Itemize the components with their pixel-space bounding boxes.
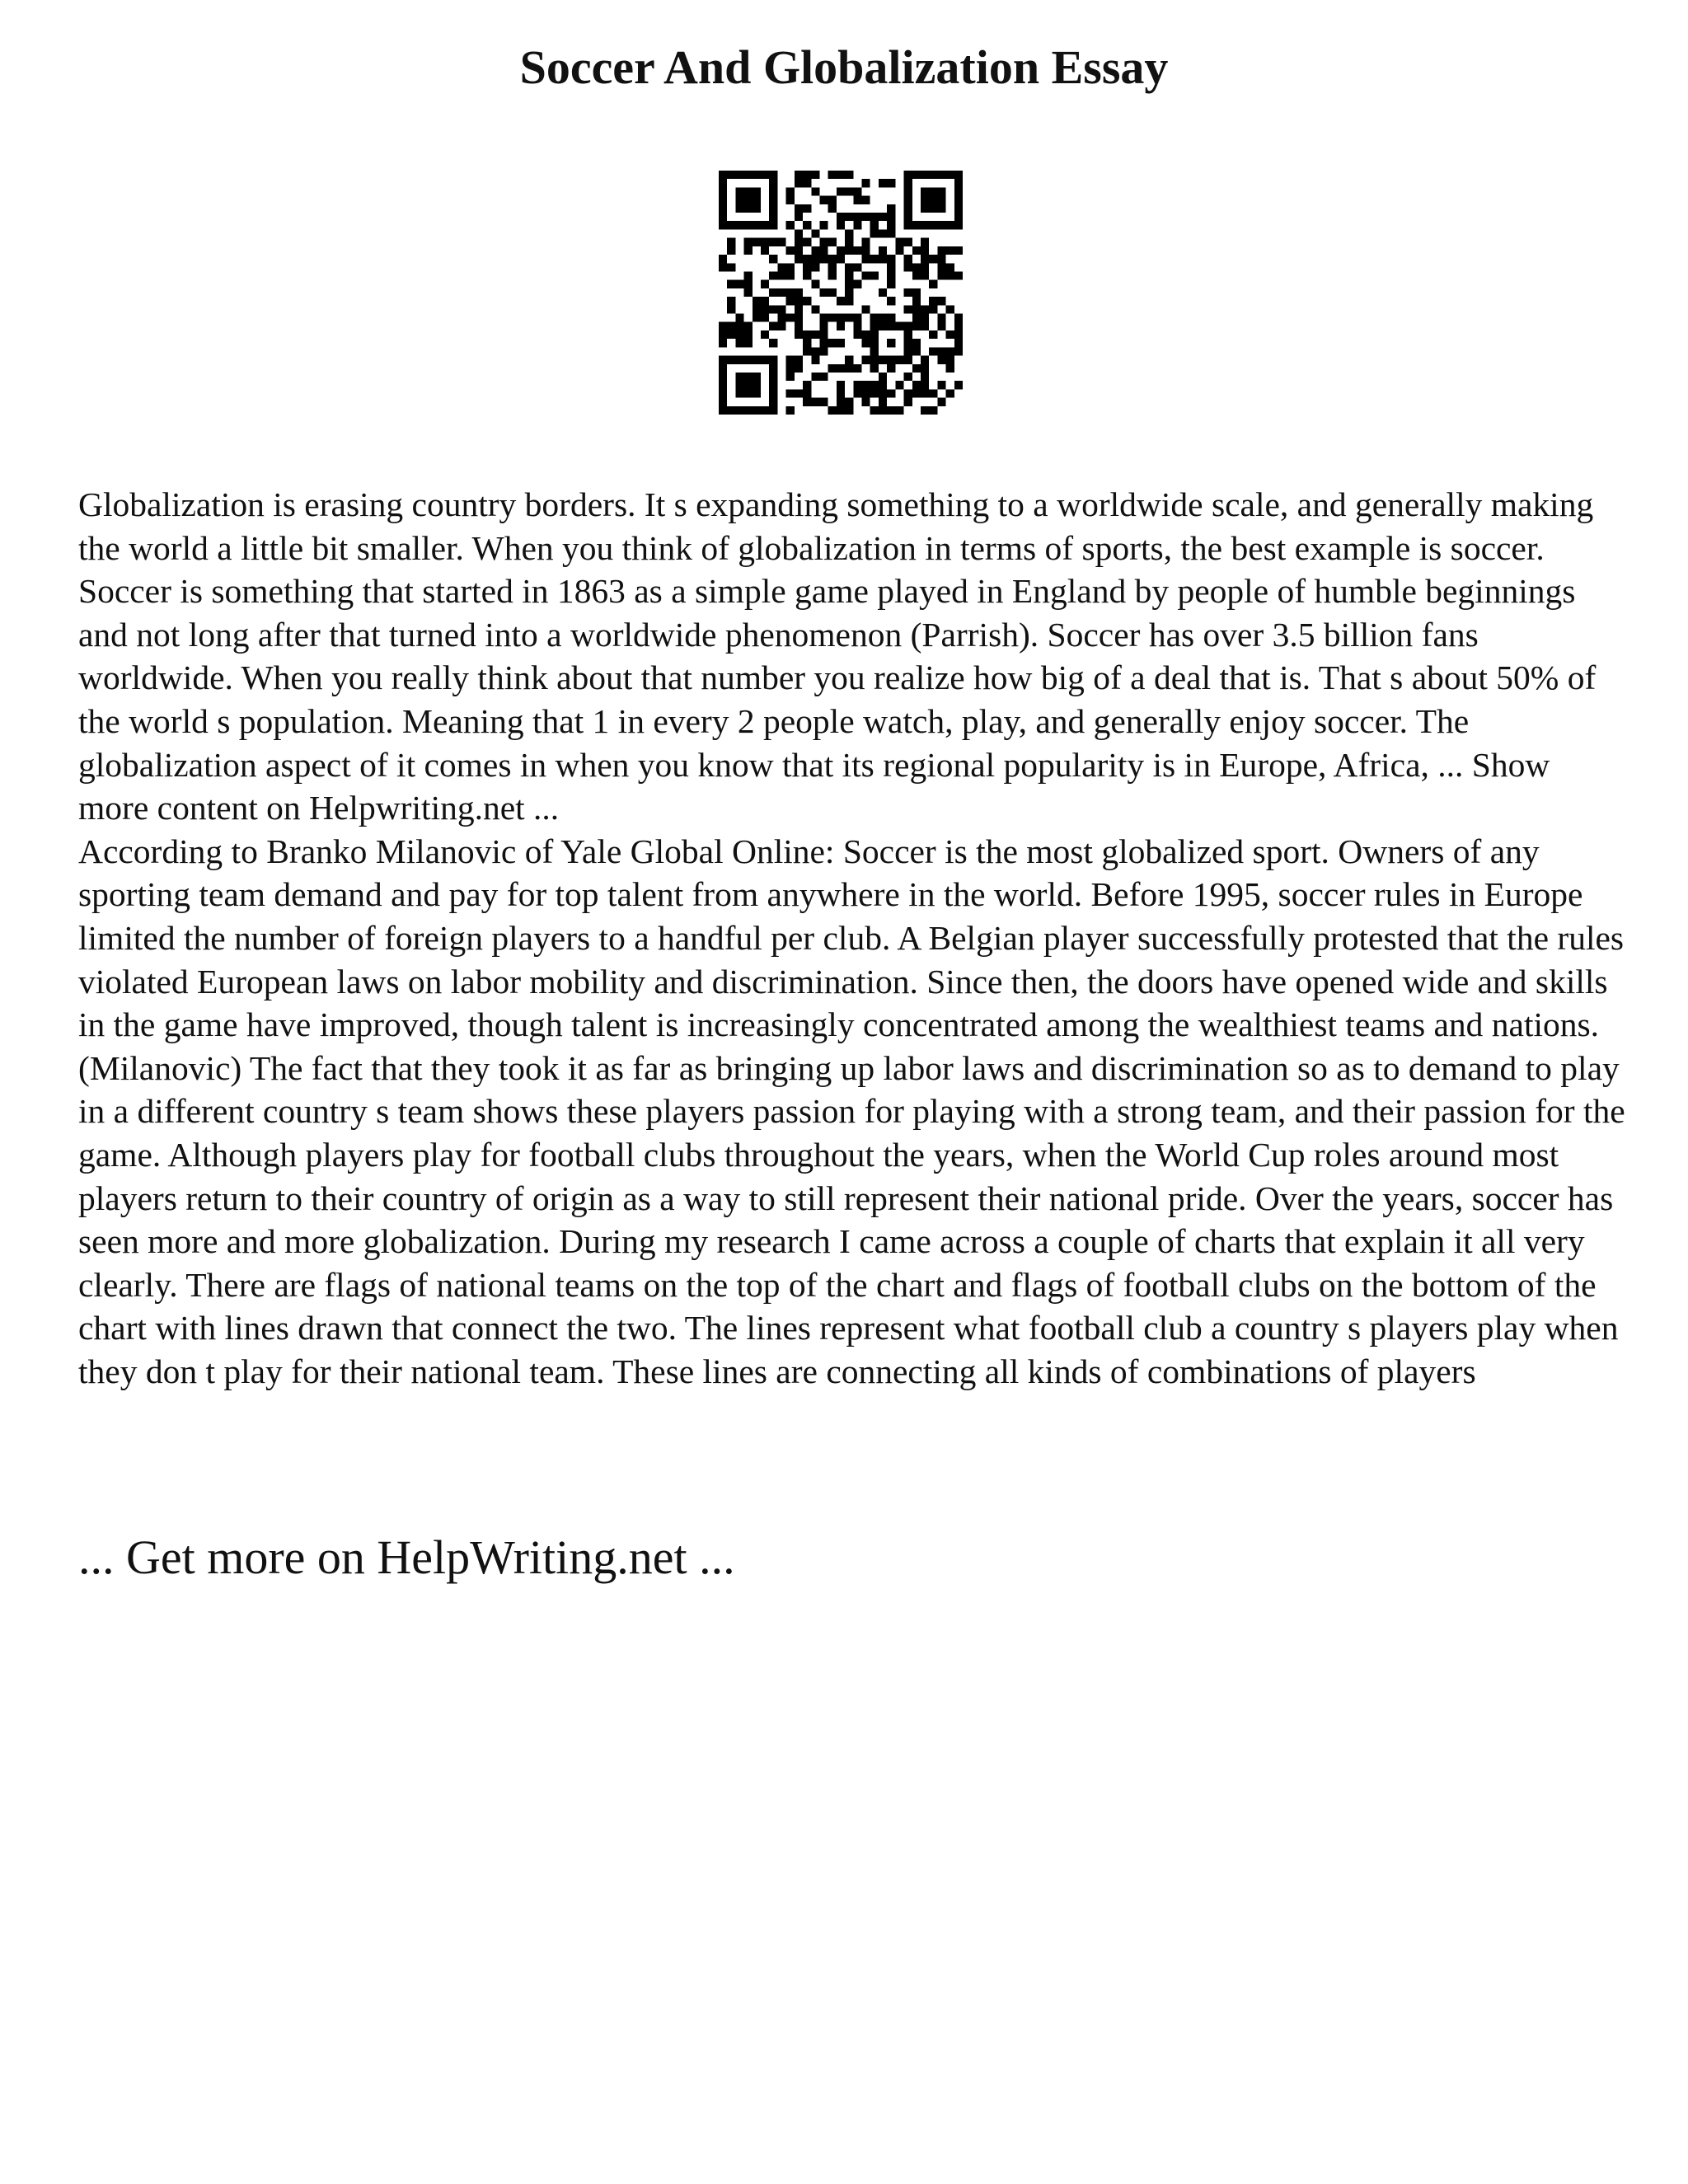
essay-body — [78, 483, 1628, 1393]
qr-code-icon — [719, 171, 963, 415]
essay-paragraph-2: According to Branko Milanovic of Yale Global Online: Soccer is the most globalized sport. Owners of any sporting team demand and pay for top talent from anywhere in the world. Before 1995, soccer rules in Europe limited the number of foreign players to a handful per club. A Belgian player successfully protested that the rules violated European laws on labor mobility and discrimination. Since then, the doors have opened wide and skills in the game have improved, though talent is increasingly concentrated among the wealthiest teams and nations. (Milanovic) The fact that they took it as far as bringing up labor laws and discrimination so as to demand to play in a different country s team shows these players passion for playing with a strong team, and their passion for the game. Although players play for football clubs throughout the years, when the World Cup roles around most players return to their country of origin as a way to still represent their national pride. Over the years, soccer has seen more and more globalization. During my research I came across a couple of charts that explain it all very clearly. There are flags of national teams on the top of the chart and flags of football clubs on the bottom of the chart with lines drawn that connect the two. The lines represent what football club a country s players play when they don t play for their national team. These lines are connecting all kinds of combinations of players — [78, 832, 1625, 1390]
get-more-link[interactable]: ... Get more on HelpWriting.net ... — [78, 1530, 735, 1584]
essay-paragraph-1: Globalization is erasing country borders. It s expanding something to a worldwide scale, and generally making the world a little bit smaller. When you think of globalization in terms of sports, the best example is soccer. Soccer is something that started in 1863 as a simple game played in England by people of humble beginnings and not long after that turned into a worldwide phenomenon (Parrish). Soccer has over 3.5 billion fans worldwide. When you really think about that number you realize how big of a deal that is. That s about 50% of the world s population. Meaning that 1 in every 2 people watch, play, and generally enjoy soccer. The globalization aspect of it comes in when you know that its regional popularity is in Europe, Africa, ... Show more content on Helpwriting.net ... — [78, 485, 1597, 827]
document-title: Soccer And Globalization Essay — [519, 40, 1169, 94]
